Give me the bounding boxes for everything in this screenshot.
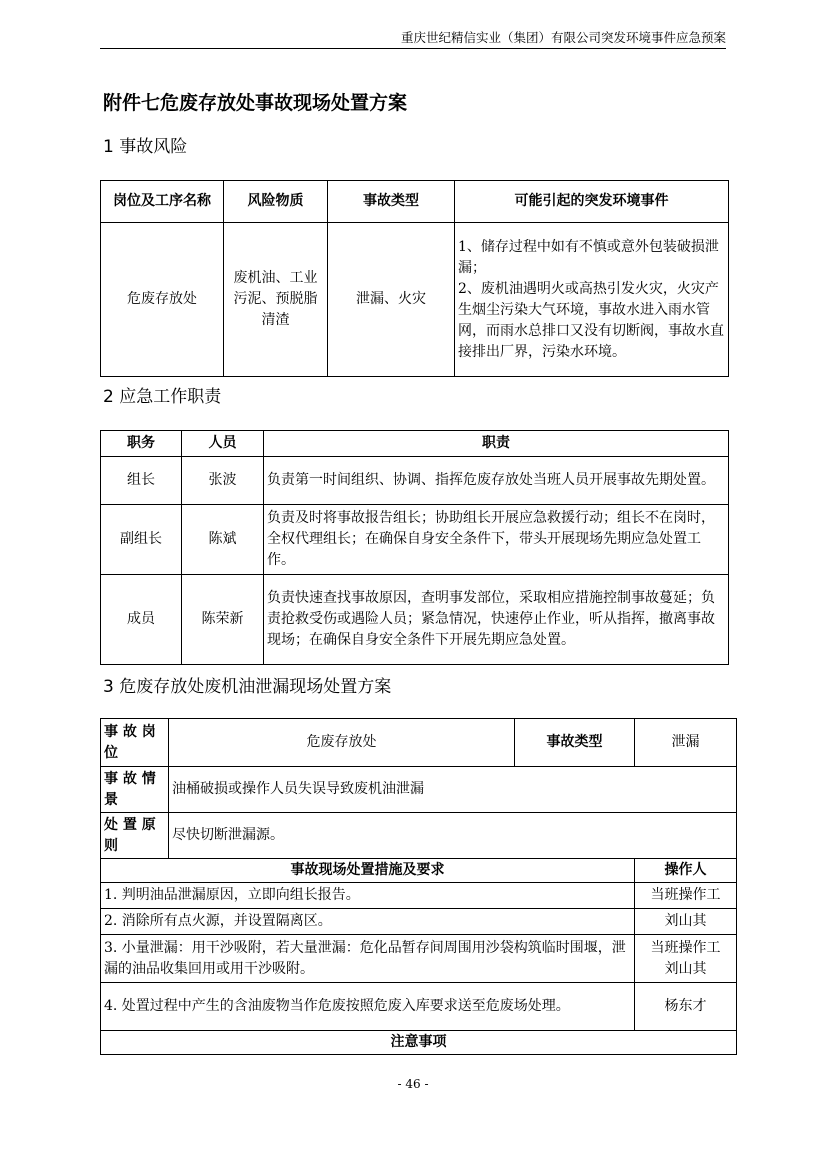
risk-event-2: 2、废机油遇明火或高热引发火灾，火灾产生烟尘污染大气环境，事故水进入雨水管网，而雨水总排口又没有切断阀，事故水直接排出厂界，污染水环境。 (458, 280, 724, 360)
duty-role: 成员 (101, 575, 182, 665)
principle-value: 尽快切断泄漏源。 (169, 813, 737, 859)
duty-table (100, 430, 729, 665)
measure-operator: 刘山其 (635, 909, 737, 935)
risk-substance-cell: 废机油、工业污泥、预脱脂清渣 (224, 223, 328, 377)
duty-role: 组长 (101, 457, 182, 505)
risk-event-1: 1、储存过程中如有不慎或意外包装破损泄漏； (458, 238, 719, 276)
table-row (101, 457, 729, 505)
duty-header-role: 职务 (101, 431, 182, 457)
measure-operator (635, 935, 737, 983)
section2-heading: 2 应急工作职责 (103, 387, 222, 407)
notes-header: 注意事项 (101, 1031, 737, 1055)
table-row (101, 505, 729, 575)
page-number: - 46 - (397, 1077, 429, 1091)
principle-label: 处 置 原 则 (101, 813, 169, 859)
duty-header-person: 人员 (182, 431, 264, 457)
duty-person: 陈荣新 (182, 575, 264, 665)
risk-header-post: 岗位及工序名称 (101, 181, 224, 223)
table-row (101, 575, 729, 665)
duty-role: 副组长 (101, 505, 182, 575)
risk-type-cell: 泄漏、火灾 (328, 223, 455, 377)
duty-person: 陈斌 (182, 505, 264, 575)
page-title: 附件七危废存放处事故现场处置方案 (103, 92, 408, 114)
measure-operator-1: 当班操作工 (650, 939, 721, 956)
table-row (101, 883, 737, 909)
disposal-table (100, 718, 737, 1055)
measure-operator: 杨东才 (635, 983, 737, 1031)
measure-text: 1. 判明油品泄漏原因，立即向组长报告。 (101, 883, 635, 909)
duty-text: 负责第一时间组织、协调、指挥危废存放处当班人员开展事故先期处置。 (264, 457, 729, 505)
section3-heading: 3 危废存放处废机油泄漏现场处置方案 (103, 677, 392, 697)
table-row (101, 935, 737, 983)
situation-value: 油桶破损或操作人员失误导致废机油泄漏 (169, 767, 737, 813)
risk-table (100, 180, 729, 377)
table-row (101, 983, 737, 1031)
measure-operator-2: 刘山其 (664, 960, 707, 977)
duty-person: 张波 (182, 457, 264, 505)
situation-label: 事 故 情 景 (101, 767, 169, 813)
duty-header-duty: 职责 (264, 431, 729, 457)
post-value: 危废存放处 (169, 719, 515, 767)
measure-text: 2. 消除所有点火源，并设置隔离区。 (101, 909, 635, 935)
risk-header-event: 可能引起的突发环境事件 (455, 181, 729, 223)
measure-operator: 当班操作工 (635, 883, 737, 909)
type-label: 事故类型 (515, 719, 635, 767)
operator-header: 操作人 (635, 859, 737, 883)
risk-header-substance: 风险物质 (224, 181, 328, 223)
type-value: 泄漏 (635, 719, 737, 767)
table-row (101, 909, 737, 935)
post-label: 事 故 岗 位 (101, 719, 169, 767)
risk-event-cell (455, 223, 729, 377)
section1-heading: 1 事故风险 (103, 137, 188, 157)
duty-text: 负责快速查找事故原因，查明事发部位，采取相应措施控制事故蔓延；负责抢救受伤或遇险人员；紧急情况，快速停止作业，听从指挥，撤离事故现场；在确保自身安全条件下开展先期应急处置。 (264, 575, 729, 665)
duty-text: 负责及时将事故报告组长；协助组长开展应急救援行动；组长不在岗时，全权代理组长；在确保自身安全条件下，带头开展现场先期应急处置工作。 (264, 505, 729, 575)
page-header: 重庆世纪精信实业（集团）有限公司突发环境事件应急预案 (100, 30, 726, 49)
risk-post-cell: 危废存放处 (101, 223, 224, 377)
measure-text: 4. 处置过程中产生的含油废物当作危废按照危废入库要求送至危废场处理。 (101, 983, 635, 1031)
measures-header: 事故现场处置措施及要求 (101, 859, 635, 883)
risk-header-type: 事故类型 (328, 181, 455, 223)
measure-text: 3. 小量泄漏：用干沙吸附，若大量泄漏：危化品暂存间周围用沙袋构筑临时围堰，泄漏的油品收集回用或用干沙吸附。 (101, 935, 635, 983)
